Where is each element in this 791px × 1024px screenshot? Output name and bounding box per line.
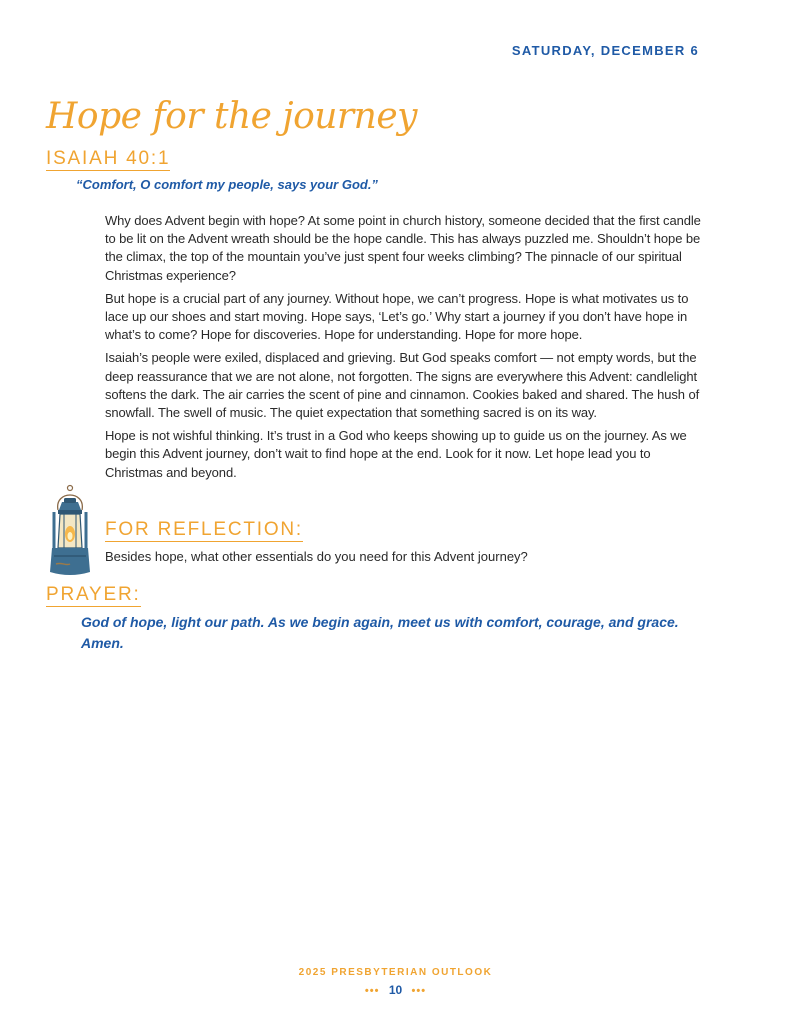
reflection-text: Besides hope, what other essentials do you need for this Advent journey? [105,549,528,564]
page-number: 10 [388,983,403,997]
devotional-body [105,212,703,487]
date-heading: SATURDAY, DECEMBER 6 [511,43,699,58]
dots-left: ••• [364,985,380,997]
scripture-verse: “Comfort, O comfort my people, says your God.” [76,177,378,192]
prayer-text: God of hope, light our path. As we begin again, meet us with comfort, courage, and grace. Amen. [81,614,679,651]
prayer-heading: PRAYER: [46,584,141,605]
dots-right: ••• [411,985,427,997]
page-number-line [0,983,791,997]
body-paragraph: Hope is not wishful thinking. It’s trust in a God who keeps showing up to guide us on the journey. As we begin this Advent journey, don’t wait to find hope at the end. Look for it now. Let hope lead you to Christmas and beyond. [105,428,687,480]
body-paragraph: But hope is a crucial part of any journey. Without hope, we can’t progress. Hope is what motivates us to lace up our shoes and start moving. Hope says, ‘Let’s go.’ Why start a journey if you don’t have hope in what’s to come? Hope for discoveries. Hope for understanding. Hope for more hope. [105,290,689,343]
lantern-icon [44,482,96,578]
publication-name: 2025 PRESBYTERIAN OUTLOOK [298,967,493,978]
scripture-reference: ISAIAH 40:1 [46,148,171,169]
body-paragraph: Why does Advent begin with hope? At some point in church history, someone decided that the first candle to be lit on the Advent wreath should be the hope candle. This has always puzzled me. Shouldn’t hope be the climax, the top of the mountain you’ve just spent four weeks climbing? The pinnacle of our spiritual Christmas experience? [105,213,701,283]
page-title: Hope for the journey [46,96,417,137]
body-paragraph: Isaiah’s people were exiled, displaced and grieving. But God speaks comfort — not empty words, but the deep reassurance that we are not alone, not forgotten. The signs are everywhere this Advent: candlelight softens the dark. The air carries the scent of pine and cinnamon. Cookies baked and shared. The hush of snowfall. The swell of music. The quiet expectation that something sacred is on its way. [105,350,700,421]
reflection-heading: FOR REFLECTION: [105,519,304,540]
